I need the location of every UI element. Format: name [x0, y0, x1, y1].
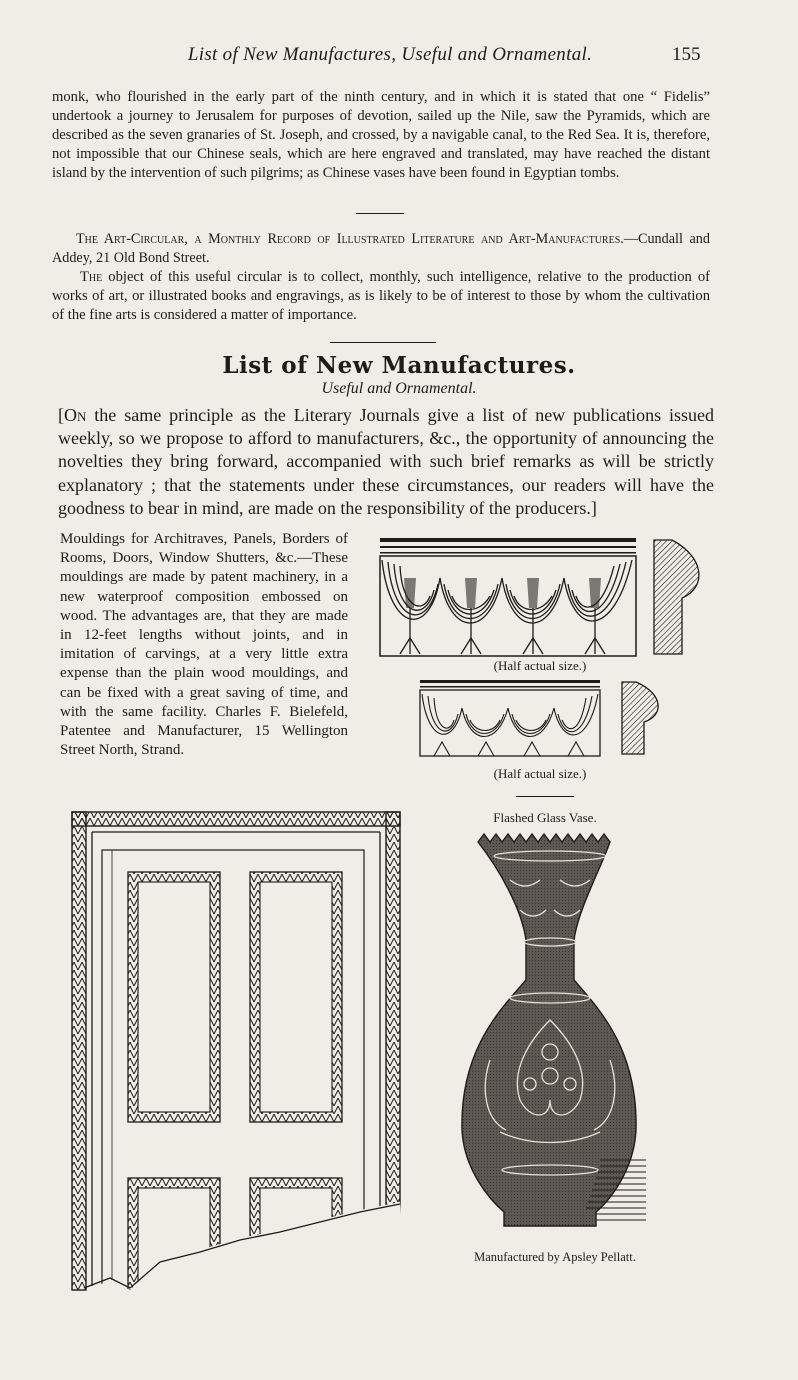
art-circular-text: object of this useful circular is to collect, monthly, such intelligence, relative to the production of works of art, or illustrated books and engravings, as is likely to be of interest to those by whom the cultivation of the fine arts is considered a matter of importance.	[52, 269, 710, 323]
moulding-profile-small	[620, 680, 664, 756]
separator-rule	[356, 213, 404, 214]
intro-lead: [On	[58, 405, 87, 425]
separator-rule	[330, 342, 436, 343]
moulding-illustration-small	[420, 680, 604, 758]
vase-illustration	[450, 830, 650, 1240]
art-circular-lead: The	[80, 269, 103, 285]
section-intro	[58, 404, 714, 520]
separator-rule	[516, 796, 574, 797]
opening-paragraph: monk, who flourished in the early part of the ninth century, and in which it is stated that one “ Fidelis” undertook a journey to Jerusalem for purposes of devotion, sailed up the Nile, saw the Pyramids, which are described as the seven granaries of St. Joseph, and crossed, by a navigable canal, to the Red Sea. It is, therefore, not impossible that our Chinese seals, which are here engraved and translated, may have reached the distant island by the intervention of such pilgrims; as Chinese vases have been found in Egyptian tombs.	[52, 89, 710, 181]
moulding-profile-large	[652, 538, 706, 656]
art-circular-publisher: —Cundall and Addey, 21 Old Bond Street.	[52, 231, 710, 266]
section-title: List of New Manufactures.	[222, 352, 576, 379]
door-illustration	[70, 810, 406, 1292]
vase-credit: Manufactured by Apsley Pellatt.	[474, 1250, 636, 1264]
moulding-illustration-large	[380, 538, 640, 656]
running-header: List of New Manufactures, Useful and Ornamental.	[187, 44, 593, 65]
art-circular-title: The Art-Circular, a Monthly Record of Illustrated Literature and Art-Manufactures.	[76, 231, 624, 247]
art-circular-heading	[52, 230, 710, 268]
page-number: 155	[672, 44, 701, 65]
mouldings-description: Mouldings for Architraves, Panels, Borders of Rooms, Doors, Window Shutters, &c.—These mouldings are made by patent machinery, in a new waterproof composition embossed on wood. The advantages are, that they are made in 12-feet lengths without joints, and in imitation of carvings, at a very little extra expense than the plain wood mouldings, and can be fixed with a great saving of time, and with the same facility. Charles F. Bielefeld, Patentee and Manufacturer, 15 Wellington Street North, Strand.	[60, 531, 348, 759]
intro-text: the same principle as the Literary Journals give a list of new publications issued weekly, so we propose to afford to manufacturers, &c., the opportunity of announcing the novelties they bring forward, accompanied with such brief remarks as will be strictly explanatory ; that the statements under these circumstances, our readers will have the goodness to bear in mind, are made on the responsibility of the producers.]	[58, 405, 714, 518]
moulding-caption-2: (Half actual size.)	[493, 766, 587, 781]
moulding-caption-1: (Half actual size.)	[493, 658, 587, 673]
section-subtitle: Useful and Ornamental.	[321, 380, 477, 397]
art-circular-body	[52, 268, 710, 325]
vase-title: Flashed Glass Vase.	[493, 810, 597, 825]
